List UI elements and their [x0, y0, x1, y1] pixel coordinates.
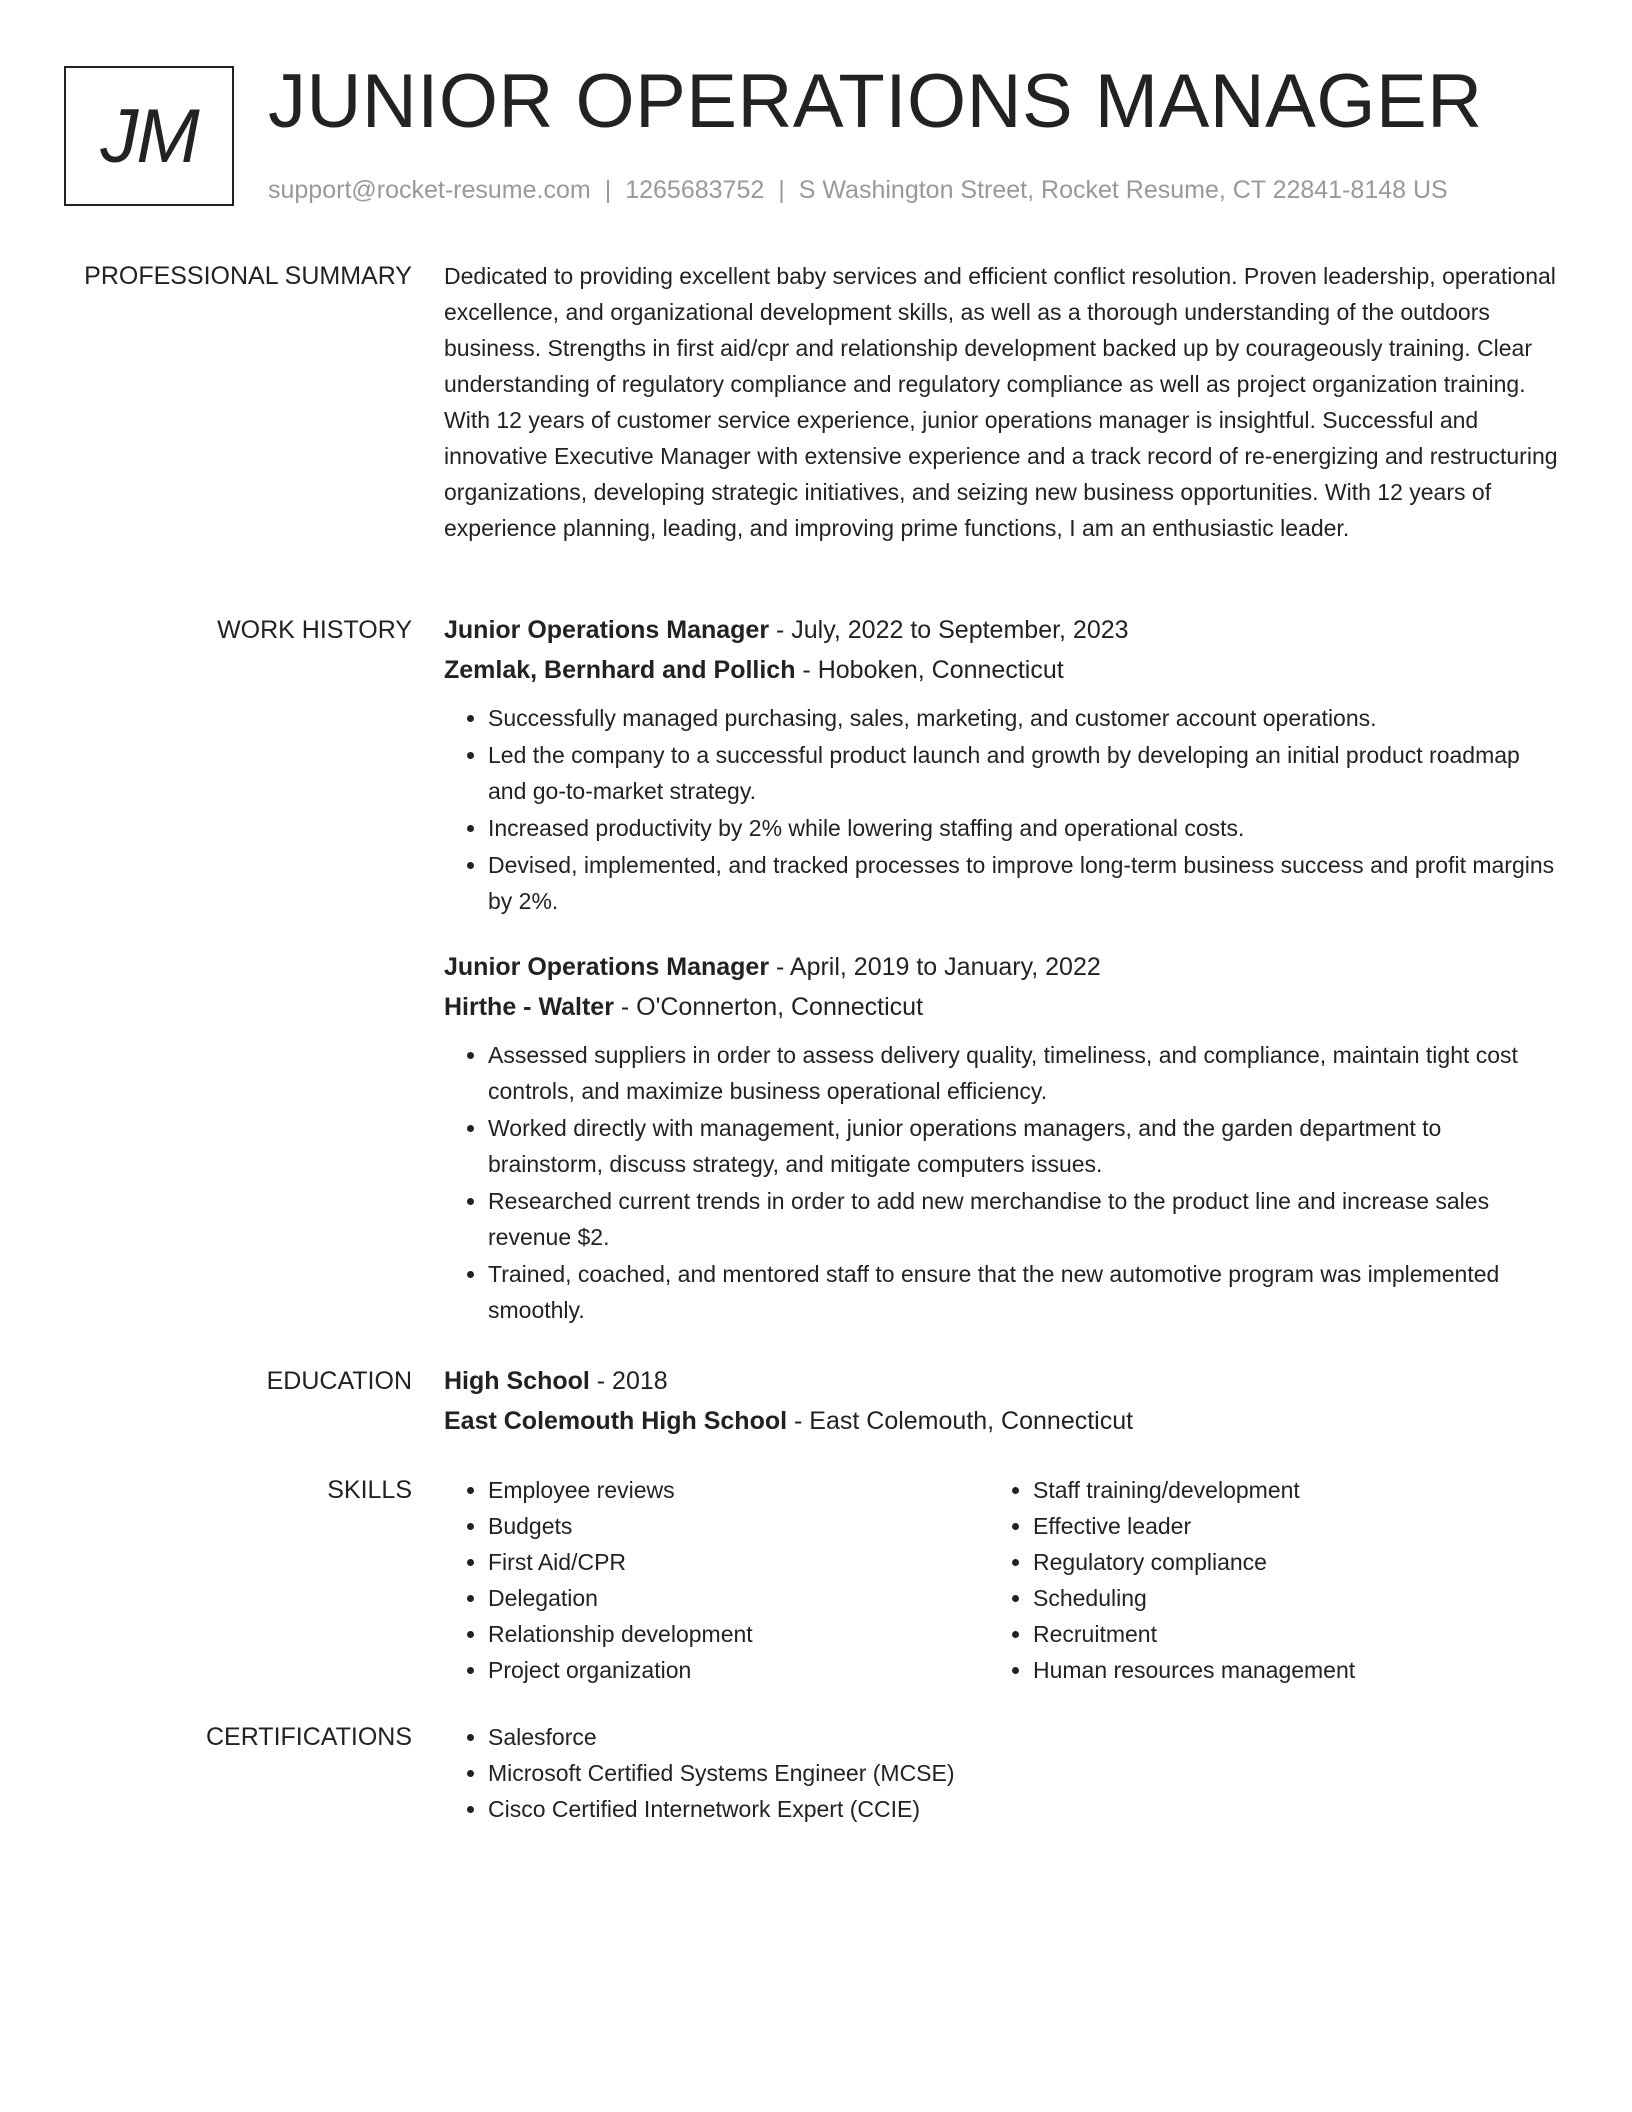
- job-dates: - July, 2022 to September, 2023: [769, 616, 1129, 644]
- job-title-line: [444, 947, 1560, 987]
- certification-item: • Microsoft Certified Systems Engineer (MCSE): [488, 1755, 1560, 1791]
- job-bullet: • Led the company to a successful product launch and growth by developing an initial product roadmap and go-to-market strategy.: [488, 737, 1560, 809]
- contact-separator: |: [778, 176, 785, 204]
- skills-column-left: [444, 1472, 989, 1688]
- resume-title: JUNIOR OPERATIONS MANAGER: [268, 59, 1483, 144]
- job-bullet: • Trained, coached, and mentored staff to ensure that the new automotive program was implemented smoothly.: [488, 1256, 1560, 1328]
- education-year: - 2018: [589, 1367, 668, 1395]
- education-location: - East Colemouth, Connecticut: [787, 1407, 1134, 1435]
- job-bullet: • Increased productivity by 2% while lowering staffing and operational costs.: [488, 810, 1560, 846]
- summary-text: Dedicated to providing excellent baby services and efficient conflict resolution. Proven leadership, operational excellence, and organizational development skills, as well as a thorough understanding of the outdoors business. Strengths in first aid/cpr and relationship development backed up by courageously training. Clear understanding of regulatory compliance and regulatory compliance as well as project organization training. With 12 years of customer service experience, junior operations manager is insightful. Successful and innovative Executive Manager with extensive experience and a track record of re-energizing and restructuring organizations, developing strategic initiatives, and seizing new business opportunities. With 12 years of experience planning, leading, and improving prime functions, I am an enthusiastic leader.: [444, 263, 1558, 541]
- monogram-logo: JM: [64, 66, 234, 206]
- skill-item: • Staff training/development: [1033, 1472, 1534, 1508]
- job-dates: - April, 2019 to January, 2022: [769, 953, 1101, 981]
- contact-separator: |: [604, 176, 612, 204]
- certifications-heading: CERTIFICATIONS: [205, 1723, 412, 1751]
- certification-item: • Cisco Certified Internetwork Expert (CCIE): [488, 1791, 1560, 1827]
- contact-phone[interactable]: 1265683752: [625, 176, 765, 204]
- skill-item: • Budgets: [488, 1508, 989, 1544]
- contact-address: S Washington Street, Rocket Resume, CT 22841-8148 US: [798, 176, 1448, 204]
- contact-line: [268, 172, 1448, 208]
- job-bullet: • Successfully managed purchasing, sales, marketing, and customer account operations.: [488, 700, 1560, 736]
- job-entry: [444, 610, 1560, 919]
- job-company: Zemlak, Bernhard and Pollich: [444, 656, 796, 684]
- skill-item: • Scheduling: [1033, 1580, 1534, 1616]
- job-bullets: [444, 700, 1560, 919]
- job-company-line: [444, 987, 1560, 1027]
- job-bullet: • Assessed suppliers in order to assess delivery quality, timeliness, and compliance, maintain tight cost controls, and maximize business operational efficiency.: [488, 1037, 1560, 1109]
- job-title: Junior Operations Manager: [444, 953, 770, 981]
- job-company: Hirthe - Walter: [444, 993, 614, 1021]
- skill-item: • Relationship development: [488, 1616, 989, 1652]
- job-title: Junior Operations Manager: [444, 616, 770, 644]
- job-bullet: • Worked directly with management, junior operations managers, and the garden department to brainstorm, discuss strategy, and mitigate computers issues.: [488, 1110, 1560, 1182]
- skill-item: • Employee reviews: [488, 1472, 989, 1508]
- skills-column-right: [989, 1472, 1534, 1688]
- job-location: - Hoboken, Connecticut: [795, 656, 1064, 684]
- job-bullet: • Researched current trends in order to add new merchandise to the product line and increase sales revenue $2.: [488, 1183, 1560, 1255]
- education-school: East Colemouth High School: [444, 1407, 788, 1435]
- job-entry: [444, 947, 1560, 1328]
- certifications-list: [444, 1719, 1560, 1827]
- skill-item: • Recruitment: [1033, 1616, 1534, 1652]
- education-degree-line: [444, 1361, 1560, 1401]
- skills-grid: [444, 1472, 1560, 1688]
- education-degree: High School: [444, 1367, 590, 1395]
- job-title-line: [444, 610, 1560, 650]
- skill-item: • Project organization: [488, 1652, 989, 1688]
- education-school-line: [444, 1401, 1560, 1441]
- skill-item: • First Aid/CPR: [488, 1544, 989, 1580]
- education-heading: EDUCATION: [266, 1367, 412, 1395]
- skills-heading: SKILLS: [327, 1476, 412, 1504]
- job-company-line: [444, 650, 1560, 690]
- contact-email[interactable]: support@rocket-resume.com: [268, 176, 591, 204]
- skill-item: • Delegation: [488, 1580, 989, 1616]
- skill-item: • Regulatory compliance: [1033, 1544, 1534, 1580]
- summary-heading: PROFESSIONAL SUMMARY: [84, 262, 412, 290]
- job-bullets: [444, 1037, 1560, 1328]
- skill-item: • Effective leader: [1033, 1508, 1534, 1544]
- job-bullet: • Devised, implemented, and tracked processes to improve long-term business success and profit margins by 2%.: [488, 847, 1560, 919]
- work-history-heading: WORK HISTORY: [217, 616, 412, 644]
- job-location: - O'Connerton, Connecticut: [613, 993, 924, 1021]
- certification-item: • Salesforce: [488, 1719, 1560, 1755]
- skill-item: • Human resources management: [1033, 1652, 1534, 1688]
